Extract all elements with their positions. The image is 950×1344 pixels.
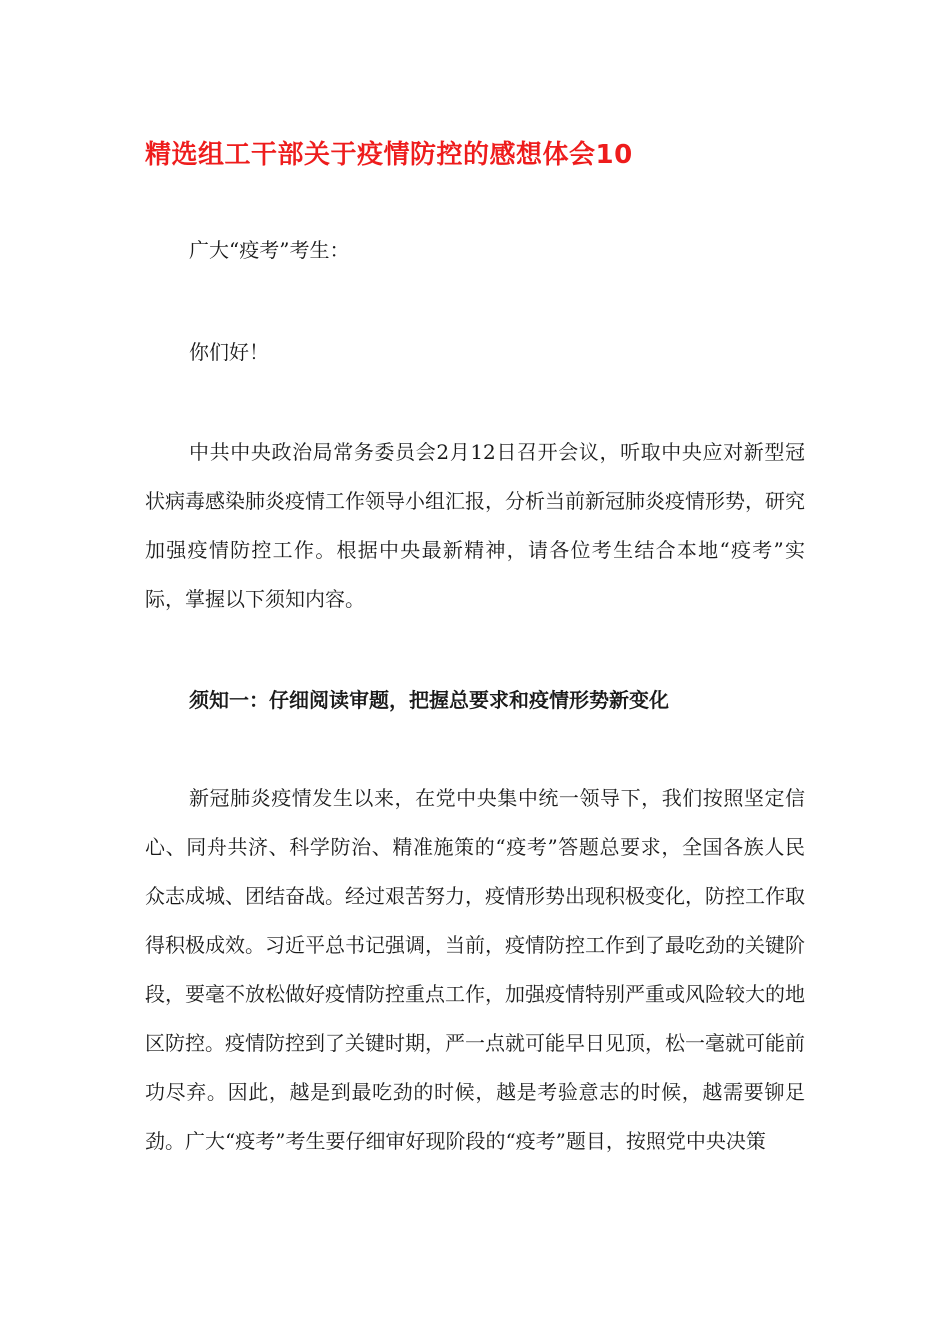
greeting: 你们好！ [189,340,269,364]
body-paragraph-2: 新冠肺炎疫情发生以来，在党中央集中统一领导下，我们按照坚定信心、同舟共济、科学防治、精准施策的“疫考”答题总要求，全国各族人民众志成城、团结奋战。经过艰苦努力，疫情形势出现积极变化，防控工作取得积极成效。习近平总书记强调，当前，疫情防控工作到了最吃劲的关键阶段，要毫不放松做好疫情防控重点工作，加强疫情特别严重或风险较大的地区防控。疫情防控到了关键时期，严一点就可能早日见顶，松一毫就可能前功尽弃。因此，越是到最吃劲的时候，越是考验意志的时候，越需要铆足劲。广大“疫考”考生要仔细审好现阶段的“疫考”题目，按照党中央决策 [145,786,805,1153]
section-heading: 须知一：仔细阅读审题，把握总要求和疫情形势新变化 [189,688,669,712]
document-title: 精选组工干部关于疫情防控的感想体会10 [145,140,633,170]
salutation: 广大“疫考”考生： [189,238,350,262]
body-paragraph-1: 中共中央政治局常务委员会2月12日召开会议，听取中央应对新型冠状病毒感染肺炎疫情工作领导小组汇报，分析当前新冠肺炎疫情形势，研究加强疫情防控工作。根据中央最新精神，请各位考生结合本地“疫考”实际，掌握以下须知内容。 [145,440,805,611]
